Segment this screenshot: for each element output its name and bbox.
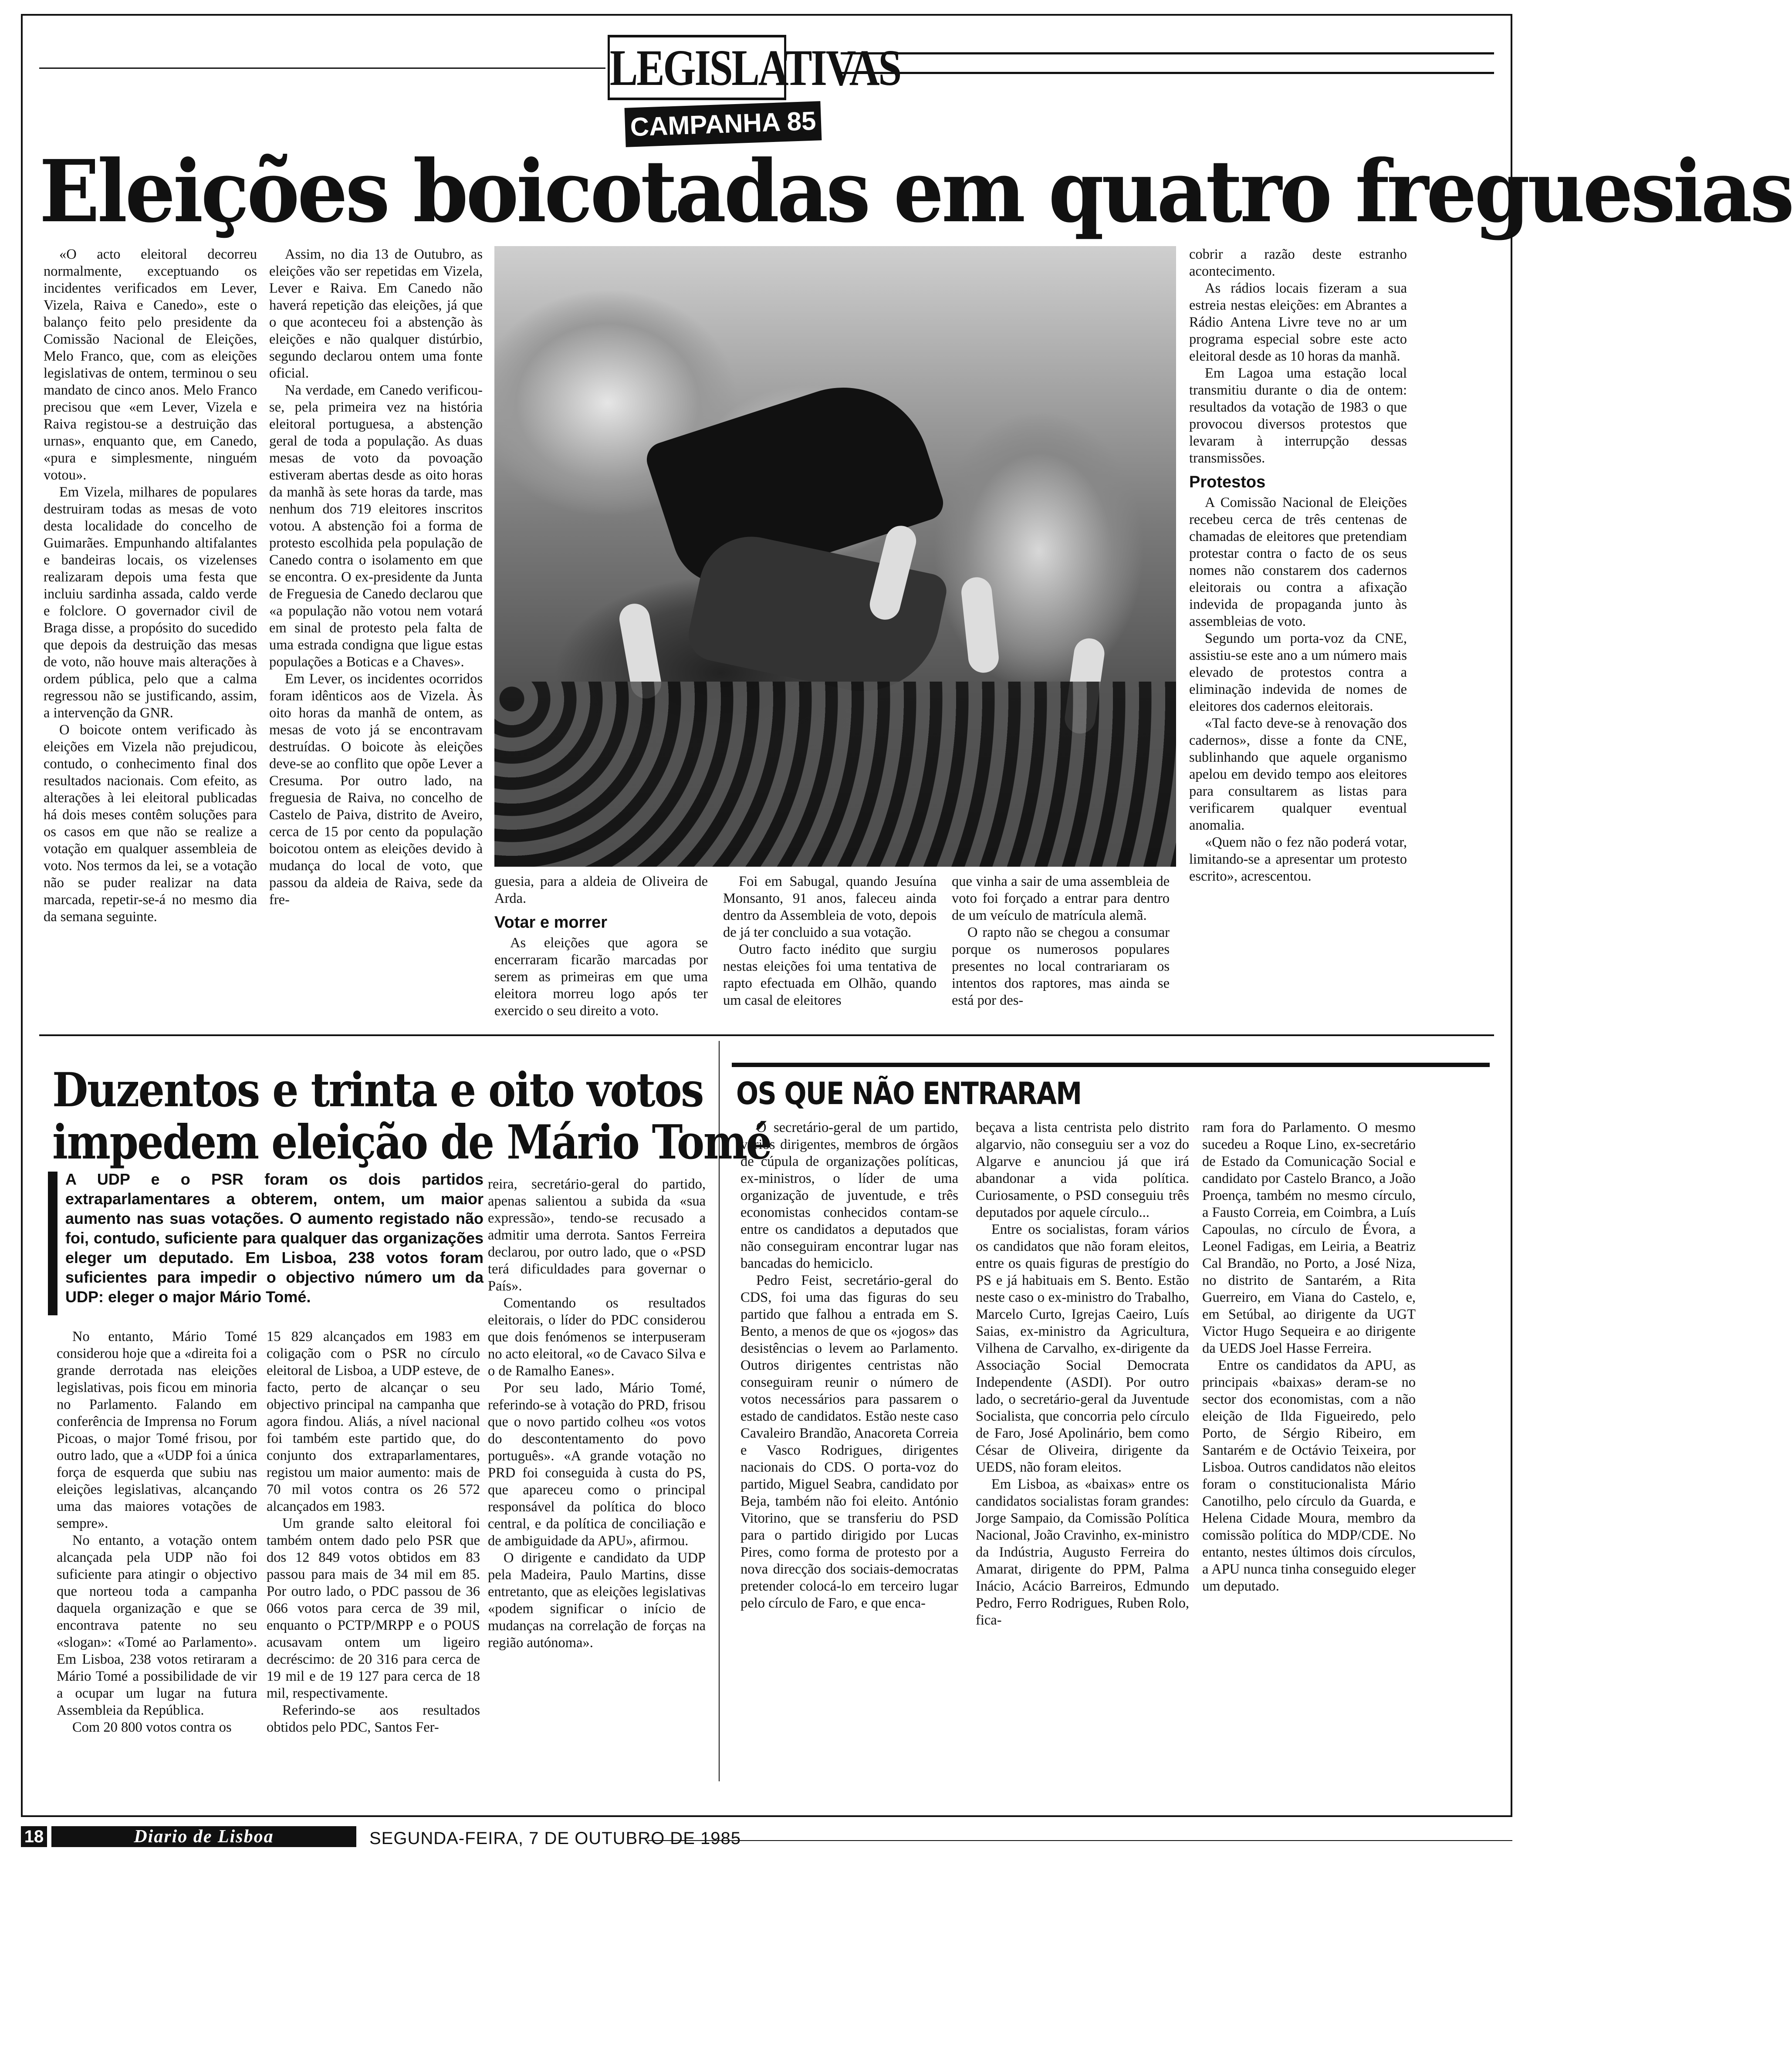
- story1-column-1: [44, 246, 257, 926]
- paragraph: No entanto, Mário Tomé considerou hoje que a «direita foi a grande derrotada nas eleições legislativas, pois ficou em minoria no Parlamento. Falando em conferência de Imprensa no Forum Picoas, o major Tomé frisou, por outro lado, que a «UDP foi a única força de esquerda que subiu nas eleições legislativas, alcançando uma das maiores votações de sempre».: [57, 1329, 257, 1531]
- subheading: Votar e morrer: [494, 913, 608, 932]
- paragraph: Na verdade, em Canedo verificou-se, pela primeira vez na história eleitoral portuguesa, a abstenção geral de toda a população. As duas mesas de voto da povoação estiveram abertas desde as oito horas da manhã às sete horas da tarde, mas nenhum dos 719 eleitores inscritos votou. A abstenção foi a forma de protesto escolhida pela população de Canedo contra o isolamento em que se encontra. O ex-presidente da Junta de Freguesia de Canedo declarou que «a população não votou nem votará em sinal de protesto pela falta de uma estrada condigna que ligue estas populações a Boticas e a Chaves».: [269, 382, 483, 670]
- paragraph: O secretário-geral de um partido, vários dirigentes, membros de órgãos de cúpula de organizações políticas, ex-ministros, o líder de uma organização de juventude, e três economistas conhecidos contam-se entre os candidatos a deputados que não conseguiram encontrar lugar nas bancadas do hemiciclo.: [740, 1120, 958, 1271]
- issue-date: SEGUNDA-FEIRA, 7 DE OUTUBRO DE 1985: [369, 1829, 741, 1848]
- column-divider: [719, 1041, 720, 1781]
- paragraph: Por seu lado, Mário Tomé, referindo-se à votação do PRD, frisou que o novo partido colheu «os votos do descontentamento do povo português». «A grande votação no PRD foi conseguida à custa do PS, que apareceu como o principal responsável da política do bloco central, e da política de conciliação e de ambiguidade da APU», afirmou.: [488, 1380, 706, 1549]
- page-footer: [21, 1823, 1512, 1853]
- story1-column-3: [494, 873, 708, 1020]
- story1-column-5: [952, 873, 1170, 1009]
- paragraph: Foi em Sabugal, quando Jesuína Monsanto, 91 anos, faleceu ainda dentro da Assembleia de voto, depois de já ter concluido a sua votação.: [723, 874, 937, 940]
- subheading: Protestos: [1189, 473, 1266, 491]
- paragraph: Em Vizela, milhares de populares destruiram todas as mesas de voto desta localidade do concelho de Guimarães. Empunhando altifalantes e bandeiras locais, os vizelenses realizaram depois uma festa que incluiu sardinha assada, caldo verde e folclore. O governador civil de Braga disse, a propósito do sucedido que depois da destruição das mesas de voto, não houve mais alterações à ordem pública, pelo que a calma regressou não se justificando, assim, a intervenção da GNR.: [44, 484, 257, 721]
- story2-headline-line2: impedem eleição de Mário Tomé: [52, 1115, 771, 1170]
- paragraph: O boicote ontem verificado às eleições em Vizela não prejudicou, contudo, o conhecimento final dos resultados nacionais. Com efeito, as alterações à lei eleitoral publicadas há dois meses contêm soluções para os casos em que não se realize a votação em qualquer assembleia de voto. Nos termos da lei, se a votação não se puder realizar na data marcada, repetir-se-á no mesmo dia da semana seguinte.: [44, 722, 257, 925]
- paragraph: Um grande salto eleitoral foi também ontem dado pelo PSR que dos 12 849 votos obtidos em 83 passou para mais de 34 mil em 85. Por outro lado, o PDC passou de 36 066 votos para cerca de 39 mil, enquanto o PCTP/MRPP e o POUS acusavam ontem um ligeiro decréscimo: de 20 316 para cerca de 19 mil e de 19 127 para cerca de 18 mil, respectivamente.: [267, 1516, 480, 1701]
- page-number: 18: [21, 1826, 47, 1847]
- paragraph: Em Lisboa, as «baixas» entre os candidatos socialistas foram grandes: Jorge Sampaio, da Comissão Política Nacional, João Cravinho, ex-ministro da Indústria, Augusto Ferreira do Amarat, dirigente do PPM, Palma Inácio, Acácio Barreiros, Edmundo Pedro, Ferro Rodrigues, Ruben Rolo, fica-: [976, 1476, 1189, 1628]
- story2-column-2: [267, 1328, 480, 1736]
- paragraph: As rádios locais fizeram a sua estreia nestas eleições: em Abrantes a Rádio Antena Livre teve no ar um programa especial sobre este acto eleitoral desde as 10 horas da manhã.: [1189, 280, 1407, 364]
- paragraph: Referindo-se aos resultados obtidos pelo PDC, Santos Fer-: [267, 1702, 480, 1735]
- paragraph: reira, secretário-geral do partido, apenas salientou a subida da «sua expressão», tendo-se recusado a admitir uma derrota. Santos Ferreira declarou, por outro lado, que o «PSD terá dificuldades para governar o País».: [488, 1176, 706, 1294]
- paragraph: Comentando os resultados eleitorais, o líder do PDC considerou que dois fenómenos se interpuseram no acto eleitoral, «o de Cavaco Silva e o de Ramalho Eanes».: [488, 1295, 706, 1379]
- paragraph: «Tal facto deve-se à renovação dos cadernos», disse a fonte da CNE, sublinhando que aquele organismo apelou em devido tempo aos eleitores para consultarem as listas para verificarem qualquer eventual anomalia.: [1189, 716, 1407, 833]
- paragraph: Assim, no dia 13 de Outubro, as eleições vão ser repetidas em Vizela, Lever e Raiva. Em Canedo não haverá repetição das eleições, já que o que aconteceu foi a abstenção às eleições e não qualquer distúrbio, segundo declarou ontem uma fonte oficial.: [269, 247, 483, 381]
- section-tag: [608, 35, 900, 148]
- paragraph: Segundo um porta-voz da CNE, assistiu-se este ano a um número mais elevado de protestos contra a eliminação indevida de nomes de eleitores dos cadernos eleitorais.: [1189, 631, 1407, 714]
- story3-column-2: [976, 1119, 1189, 1629]
- paragraph: «O acto eleitoral decorreu normalmente, exceptuando os incidentes verificados em Lever, Vizela, Raiva e Canedo», este o balanço feito pelo presidente da Comissão Nacional de Eleições, Melo Franco, que, com as eleições legislativas de ontem, terminou o seu mandato de cinco anos. Melo Franco precisou que «em Lever, Vizela e Raiva registou-se a destruição das urnas», enquanto que, em Canedo, «pura e simplesmente, ninguém votou».: [44, 247, 257, 483]
- paragraph: que vinha a sair de uma assembleia de voto foi forçado a entrar para dentro de um veículo de matrícula alemã.: [952, 874, 1170, 923]
- paragraph: O dirigente e candidato da UDP pela Madeira, Paulo Martins, disse entretanto, que as eleições legislativas «podem significar o início de mudanças na correlação de forças na região autónoma».: [488, 1550, 706, 1651]
- story2-column-3: [488, 1176, 706, 1652]
- paragraph: Entre os socialistas, foram vários os candidatos que não foram eleitos, entre os quais figuras de prestígio do PS e já habituais em S. Bento. Estão neste caso o ex-ministro do Trabalho, Marcelo Curto, Igrejas Caeiro, Luís Saias, ex-ministro da Agricultura, Vilhena de Carvalho, ex-dirigente da Associação Social Democrata Independente (ASDI). Por outro lado, o secretário-geral da Juventude Socialista, que concorria pelo círculo de Faro, José Apolinário, bem como César de Oliveira, dirigente da UEDS, não foram eleitos.: [976, 1222, 1189, 1475]
- section-tag-legislativas: LEGISLATIVAS: [608, 35, 786, 100]
- paragraph: guesia, para a aldeia de Oliveira de Arda.: [494, 874, 708, 906]
- story3-column-1: [740, 1119, 958, 1612]
- story3-top-rule: [732, 1063, 1490, 1067]
- news-photo: [494, 246, 1176, 867]
- header-rule-right: [841, 52, 1494, 74]
- photo-raised-hand: [960, 576, 1001, 674]
- paragraph: No entanto, a votação ontem alcançada pela UDP não foi suficiente para atingir o objectivo que norteou toda a campanha daquela organização e que se encontrava patente no seu «slogan»: «Tomé ao Parlamento». Em Lisboa, 238 votos retiraram a Mário Tomé a possibilidade de vir a ocupar um lugar na futura Assembleia da República.: [57, 1533, 257, 1718]
- paragraph: Entre os candidatos da APU, as principais «baixas» deram-se no sector dos economistas, com a não eleição de Ilda Figueiredo, pelo Porto, de Sérgio Ribeiro, em Santarém e de Octávio Teixeira, por Lisboa. Outros candidatos não eleitos foram o constitucionalista Mário Canotilho, pelo círculo da Guarda, e Helena Cidade Moura, membro da comissão política do MDP/CDE. No entanto, nestes últimos dois círculos, a APU nunca tinha conseguido eleger um deputado.: [1202, 1358, 1416, 1594]
- paragraph: Em Lever, os incidentes ocorridos foram idênticos aos de Vizela. Às oito horas da manhã de ontem, as mesas de voto já se encontravam destruídas. O boicote às eleições deve-se ao conflito que opõe Lever a Cresuma. Por outro lado, na freguesia de Raiva, no concelho de Castelo de Paiva, distrito de Aveiro, cerca de 15 por cento da população boicotou ontem as eleições devido à mudança do local de voto, que passou da aldeia de Raiva, sede da fre-: [269, 671, 483, 908]
- header-rule-left: [39, 68, 605, 69]
- paragraph: «Quem não o fez não poderá votar, limitando-se a apresentar um protesto escrito», acrescentou.: [1189, 834, 1407, 884]
- section-separator: [39, 1034, 1494, 1036]
- story3-column-3: [1202, 1119, 1416, 1595]
- paragraph: 15 829 alcançados em 1983 em coligação com o PSR no círculo eleitoral de Lisboa, a UDP esteve, de facto, perto de alcançar o seu objectivo principal na campanha que agora findou. Aliás, a nível nacional foi também este partido que, do conjunto dos extraparlamentares, registou um maior aumento: mais de 70 mil votos contra os 26 572 alcançados em 1983.: [267, 1329, 480, 1514]
- story3-headline: OS QUE NÃO ENTRARAM: [736, 1076, 1082, 1111]
- story2-lead: A UDP e o PSR foram os dois partidos extraparlamentares a obterem, ontem, um maior aumento nas suas votações. O aumento registado não foi, contudo, suficiente para qualquer das organizações eleger um deputado. Em Lisboa, 238 votos foram suficientes para impedir o objectivo número um da UDP: eleger o major Mário Tomé.: [65, 1170, 484, 1306]
- photo-crowd: [494, 682, 1176, 867]
- footer-rule: [648, 1840, 1512, 1841]
- story1-column-4: [723, 873, 937, 1009]
- story2-headline-line1: Duzentos e trinta e oito votos: [52, 1063, 703, 1118]
- paragraph: O rapto não se chegou a consumar porque os numerosos populares presentes no local contrariaram os intentos dos raptores, mas ainda se está por des-: [952, 925, 1170, 1008]
- paragraph: Outro facto inédito que surgiu nestas eleições foi uma tentativa de rapto efectuada em Olhão, quando um casal de eleitores: [723, 942, 937, 1008]
- paragraph: Pedro Feist, secretário-geral do CDS, foi uma das figuras do seu partido que falhou a entrada em S. Bento, a menos de que os «jogos» das desistências o levem ao Parlamento. Outros dirigentes centristas não conseguiram reunir o número de votos necessários para passarem o estado de candidatos. Estão neste caso Cavaleiro Brandão, Anacoreta Correia e Vasco Rodrigues, dirigentes nacionais do CDS. O porta-voz do partido, Miguel Seabra, candidato por Beja, também não foi eleito. António Vitorino, que se transferiu do PSD para o partido dirigido por Lucas Pires, como forma de protesto por a nova direcção dos sociais-democratas pretender colocá-lo em terceiro lugar pelo círculo de Faro, e que enca-: [740, 1273, 958, 1611]
- story1-column-6: [1189, 246, 1407, 885]
- paragraph: cobrir a razão deste estranho acontecimento.: [1189, 247, 1407, 279]
- paragraph: ram fora do Parlamento. O mesmo sucedeu a Roque Lino, ex-secretário de Estado da Comunicação Social e candidato por Castelo Branco, a João Proença, também no mesmo círculo, a Fausto Correia, em Coimbra, a Luís Capoulas, no círculo de Évora, a Leonel Fadigas, em Leiria, a Beatriz Cal Brandão, no Porto, a José Niza, no distrito de Santarém, a Rita Guerreiro, em Viana do Castelo, e, em Setúbal, ao dirigente da UGT Victor Hugo Sequeira e ao dirigente da UEDS Joel Hasse Ferreira.: [1202, 1120, 1416, 1356]
- lead-marker: [48, 1172, 57, 1315]
- newspaper-masthead: Diario de Lisboa: [51, 1826, 356, 1847]
- story2-column-1: [57, 1328, 257, 1736]
- main-headline: Eleições boicotadas em quatro freguesias: [39, 142, 1792, 242]
- paragraph: Com 20 800 votos contra os: [72, 1719, 232, 1735]
- paragraph: As eleições que agora se encerraram ficarão marcadas por serem as primeiras em que uma eleitora morreu logo após ter exercido o seu direito a voto.: [494, 935, 708, 1019]
- story1-column-2: [269, 246, 483, 909]
- paragraph: A Comissão Nacional de Eleições recebeu cerca de três centenas de chamadas de eleitores que pretendiam protestar contra o facto de os seus nomes não constarem dos cadernos eleitorais ou contra a afixação indevida de propaganda junto às assembleias de voto.: [1189, 495, 1407, 629]
- paragraph: Em Lagoa uma estação local transmitiu durante o dia de ontem: resultados da votação de 1983 o que provocou diversos protestos que levaram à interrupção dessas transmissões.: [1189, 365, 1407, 466]
- section-tag-campanha: CAMPANHA 85: [625, 101, 822, 147]
- paragraph: beçava a lista centrista pelo distrito algarvio, não conseguiu ser a voz do Algarve e anunciou já que irá abandonar a vida política. Curiosamente, o PSD conseguiu três deputados por aquele círculo...: [976, 1120, 1189, 1220]
